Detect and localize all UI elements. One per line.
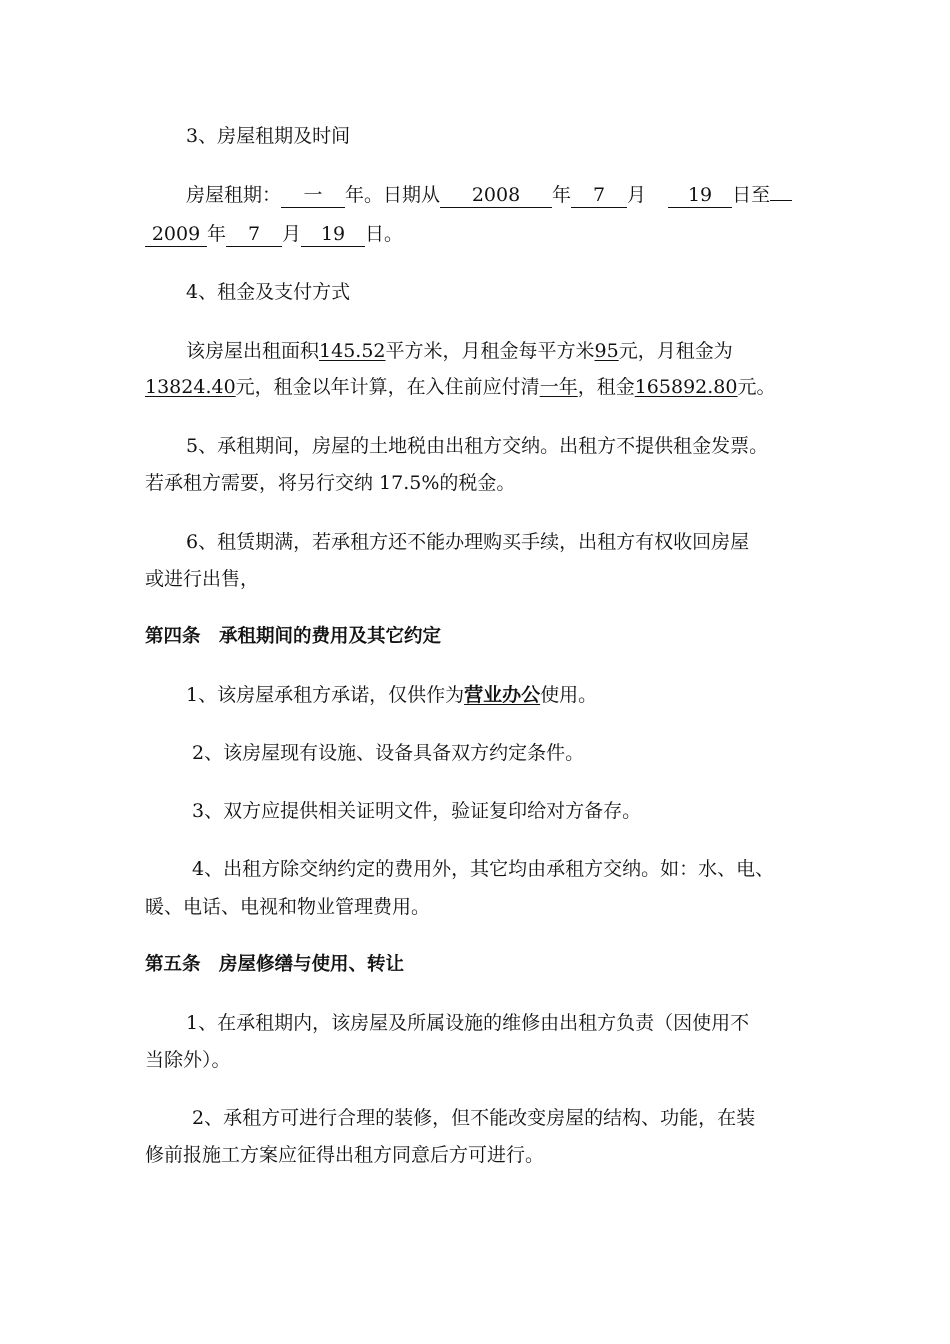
article4-heading: 第四条 承租期间的费用及其它约定	[145, 626, 442, 647]
item4-title: 4、租金及支付方式	[186, 281, 351, 303]
end-day: 19	[301, 222, 365, 247]
article5-item1-line1: 1、在承租期内，该房屋及所属设施的维修由出租方负责（因使用不	[186, 1012, 750, 1034]
rent-paragraph-line1	[186, 337, 733, 365]
month-word: 月	[627, 184, 647, 206]
item6-line2: 或进行出售，	[145, 568, 260, 590]
rent-text-d: 元，租金以年计算，在入住前应付清	[235, 376, 540, 398]
article4-item1-text: 1、该房屋承租方承诺，仅供作为	[186, 684, 465, 706]
term-label: 房屋租期：	[186, 184, 282, 206]
article4-item1-end: 使用。	[540, 684, 598, 706]
usage-purpose: 营业办公	[464, 684, 541, 706]
rent-area: 145.52	[319, 340, 386, 362]
term-unit: 年。日期从	[345, 184, 441, 206]
start-month: 7	[571, 183, 627, 208]
article4-item4-line2: 暖、电话、电视和物业管理费用。	[145, 896, 431, 918]
start-year: 2008	[440, 183, 552, 208]
day-to: 日至	[732, 184, 771, 206]
item5-line1: 5、承租期间，房屋的土地税由出租方交纳。出租方不提供租金发票。	[186, 435, 769, 457]
rent-rate: 95	[594, 340, 619, 362]
year-word-2: 年	[207, 223, 227, 245]
article4-item4-line1: 4、出租方除交纳约定的费用外，其它均由承租方交纳。如：水、电、	[192, 858, 775, 880]
article4-item3: 3、双方应提供相关证明文件，验证复印给对方备存。	[192, 800, 642, 822]
item5-line2: 若承租方需要，将另行交纳 17.5%的税金。	[145, 472, 516, 494]
day-end: 日。	[365, 223, 404, 245]
monthly-rent: 13824.40	[145, 376, 236, 398]
lease-term-line	[186, 181, 792, 209]
rent-text-a: 该房屋出租面积	[186, 340, 320, 362]
rent-paragraph-line2	[145, 373, 775, 401]
rent-text-f: 元。	[737, 376, 776, 398]
month-word-2: 月	[282, 223, 302, 245]
day-to-blank	[770, 200, 792, 201]
start-day: 19	[668, 183, 732, 208]
article4-item2: 2、该房屋现有设施、设备具备双方约定条件。	[192, 742, 585, 764]
rent-text-b: 平方米，月租金每平方米	[385, 340, 595, 362]
article5-item2-line2: 修前报施工方案应征得出租方同意后方可进行。	[145, 1144, 545, 1166]
term-value: 一	[281, 183, 345, 208]
lease-end-line	[145, 220, 403, 248]
end-month: 7	[226, 222, 282, 247]
rent-text-c: 元，月租金为	[618, 340, 733, 362]
item3-title: 3、房屋租期及时间	[186, 125, 351, 147]
end-year: 2009	[145, 222, 207, 247]
article5-item2-line1: 2、承租方可进行合理的装修，但不能改变房屋的结构、功能，在装	[192, 1107, 756, 1129]
rent-text-e: ，租金	[577, 376, 635, 398]
article4-item1	[186, 681, 597, 709]
year-word: 年	[552, 184, 572, 206]
item6-line1: 6、租赁期满，若承租方还不能办理购买手续，出租方有权收回房屋	[186, 531, 750, 553]
article5-item1-line2: 当除外）。	[145, 1049, 231, 1071]
pay-period: 一年	[539, 376, 578, 398]
article5-heading: 第五条 房屋修缮与使用、转让	[145, 954, 405, 975]
annual-rent: 165892.80	[634, 376, 738, 398]
